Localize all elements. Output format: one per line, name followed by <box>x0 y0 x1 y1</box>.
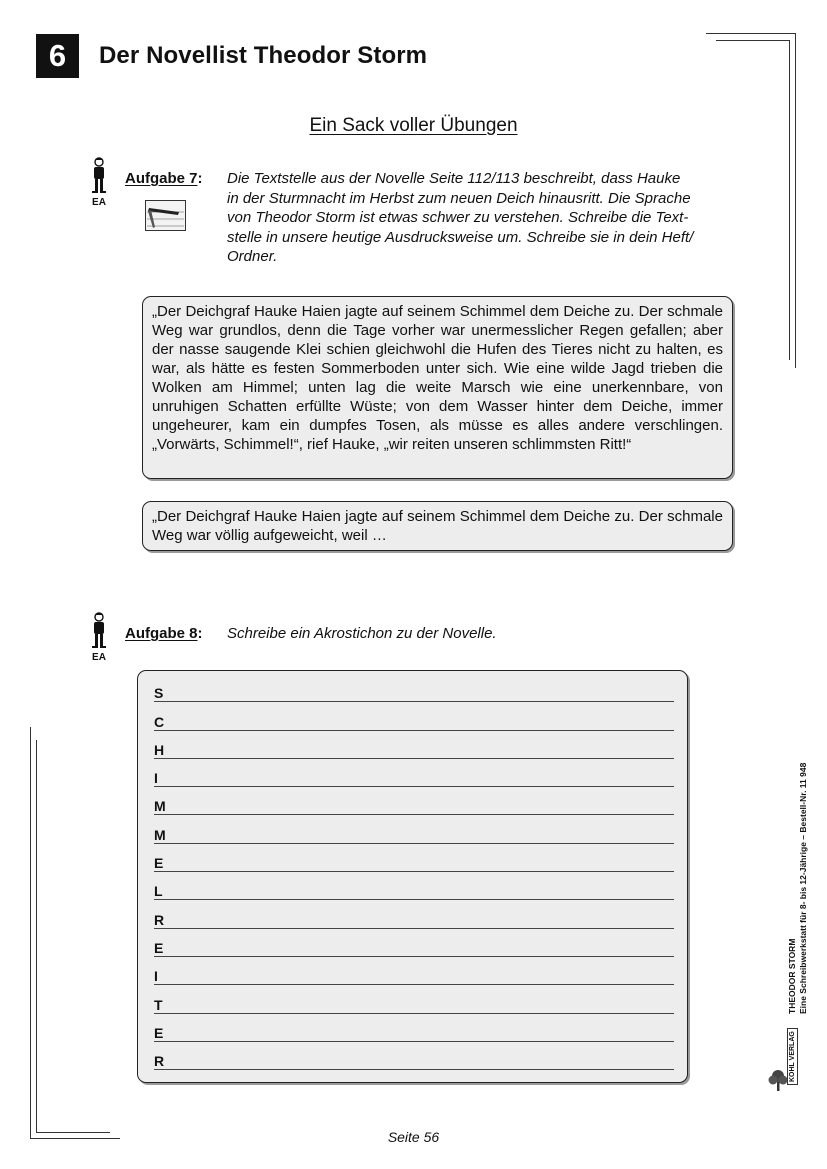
publisher-logo-text: KOHL VERLAG <box>787 1028 798 1085</box>
acrostic-row[interactable] <box>154 674 674 702</box>
person-icon <box>89 157 109 195</box>
badge-ea: EA <box>92 652 106 663</box>
person-icon <box>89 612 109 650</box>
acrostic-row[interactable] <box>154 929 674 957</box>
acrostic-letter: M <box>154 798 166 815</box>
task-7-line: von Theodor Storm ist etwas schwer zu verstehen. Schreibe die Text- <box>227 209 689 226</box>
section-subtitle: Ein Sack voller Übungen <box>309 115 518 136</box>
page-number: Seite 56 <box>387 1129 440 1145</box>
frame-line-top-outer <box>706 33 796 34</box>
acrostic-letter: H <box>154 741 165 758</box>
acrostic-row[interactable] <box>154 1042 674 1070</box>
acrostic-letter: E <box>154 939 164 956</box>
task-7-instructions <box>227 169 727 267</box>
frame-line-left-inner <box>36 740 37 1133</box>
acrostic-letter: S <box>154 685 164 702</box>
task-7-line: stelle in unsere heutige Ausdrucksweise um. Schreibe sie in dein Heft/ <box>227 228 694 246</box>
acrostic-row[interactable] <box>154 985 674 1013</box>
chapter-title: Der Novellist Theodor Storm <box>99 42 428 69</box>
acrostic-letter: E <box>154 1024 164 1041</box>
original-quote-box <box>142 296 733 479</box>
task-8-label: Aufgabe 8: <box>125 625 203 642</box>
task-7-line: in der Sturmnacht im Herbst zum neuen Deich hinausritt. Die Sprache <box>227 189 691 207</box>
acrostic-letter: E <box>154 855 164 872</box>
original-quote-text: „Der Deichgraf Hauke Haien jagte auf seinem Schimmel dem Deiche zu. Der schmale Weg war grundlos, denn die Tage vorher war unermesslicher Regen gefallen; aber der nasse saugende Klei schien gleichwohl die Hufen des Tieres nicht zu halten, es war, als hätte es festen Sommerboden unter sich. Wie eine wilde Jagd trieben die Wolken am Himmel; unten lag die weite Marsch wie eine unerkennbare, von unruhigen Schatten erfüllte Wüste; von dem Wasser hinter dem Deiche, immer ungeheurer, kam ein dumpfes Tosen, als müsse es alles andere verschlingen. „Vorwärts, Schimmel!“, rief Hauke, „wir reiten unseren schlimmsten Ritt!“ <box>152 303 723 453</box>
acrostic-letter: I <box>154 770 158 787</box>
acrostic-letter: T <box>154 996 163 1013</box>
pen-writing-icon <box>145 200 186 231</box>
acrostic-row[interactable] <box>154 702 674 730</box>
acrostic-writing-box <box>137 670 688 1083</box>
acrostic-letter: M <box>154 826 166 843</box>
acrostic-row[interactable] <box>154 957 674 985</box>
task-7-label: Aufgabe 7: <box>125 170 203 187</box>
frame-line-left-outer <box>30 727 31 1139</box>
acrostic-row[interactable] <box>154 759 674 787</box>
acrostic-letter: C <box>154 713 165 730</box>
sidebar-book-info <box>787 763 809 1014</box>
acrostic-row[interactable] <box>154 900 674 928</box>
frame-line-right-outer <box>795 33 796 368</box>
task-7-line: Die Textstelle aus der Novelle Seite 112/113 beschreibt, dass Hauke <box>227 170 681 187</box>
acrostic-letter: R <box>154 1053 165 1070</box>
badge-ea: EA <box>92 197 106 208</box>
acrostic-row[interactable] <box>154 844 674 872</box>
task-8-instructions: Schreibe ein Akrostichon zu der Novelle. <box>227 625 497 642</box>
acrostic-row[interactable] <box>154 816 674 844</box>
acrostic-row[interactable] <box>154 1014 674 1042</box>
acrostic-row[interactable] <box>154 872 674 900</box>
answer-start-text: „Der Deichgraf Hauke Haien jagte auf seinem Schimmel dem Deiche zu. Der schmale Weg war völlig aufgeweicht, weil … <box>152 508 723 544</box>
answer-start-box <box>142 501 733 551</box>
acrostic-row[interactable] <box>154 787 674 815</box>
chapter-number-badge: 6 <box>36 34 79 78</box>
task-7-line: Ordner. <box>227 248 278 265</box>
sidebar-book-title: THEODOR STORM <box>787 938 797 1014</box>
acrostic-letter: R <box>154 911 165 928</box>
frame-line-right-inner <box>789 40 790 360</box>
acrostic-row[interactable] <box>154 731 674 759</box>
frame-line-top-inner <box>716 40 790 41</box>
acrostic-letter: L <box>154 883 163 900</box>
acrostic-letter: I <box>154 968 158 985</box>
writing-line <box>154 1069 674 1070</box>
sidebar-book-subtitle: Eine Schreibwerkstatt für 8- bis 12-Jährige – Bestell-Nr. 11 948 <box>798 762 808 1014</box>
tree-logo-icon <box>768 1068 788 1092</box>
